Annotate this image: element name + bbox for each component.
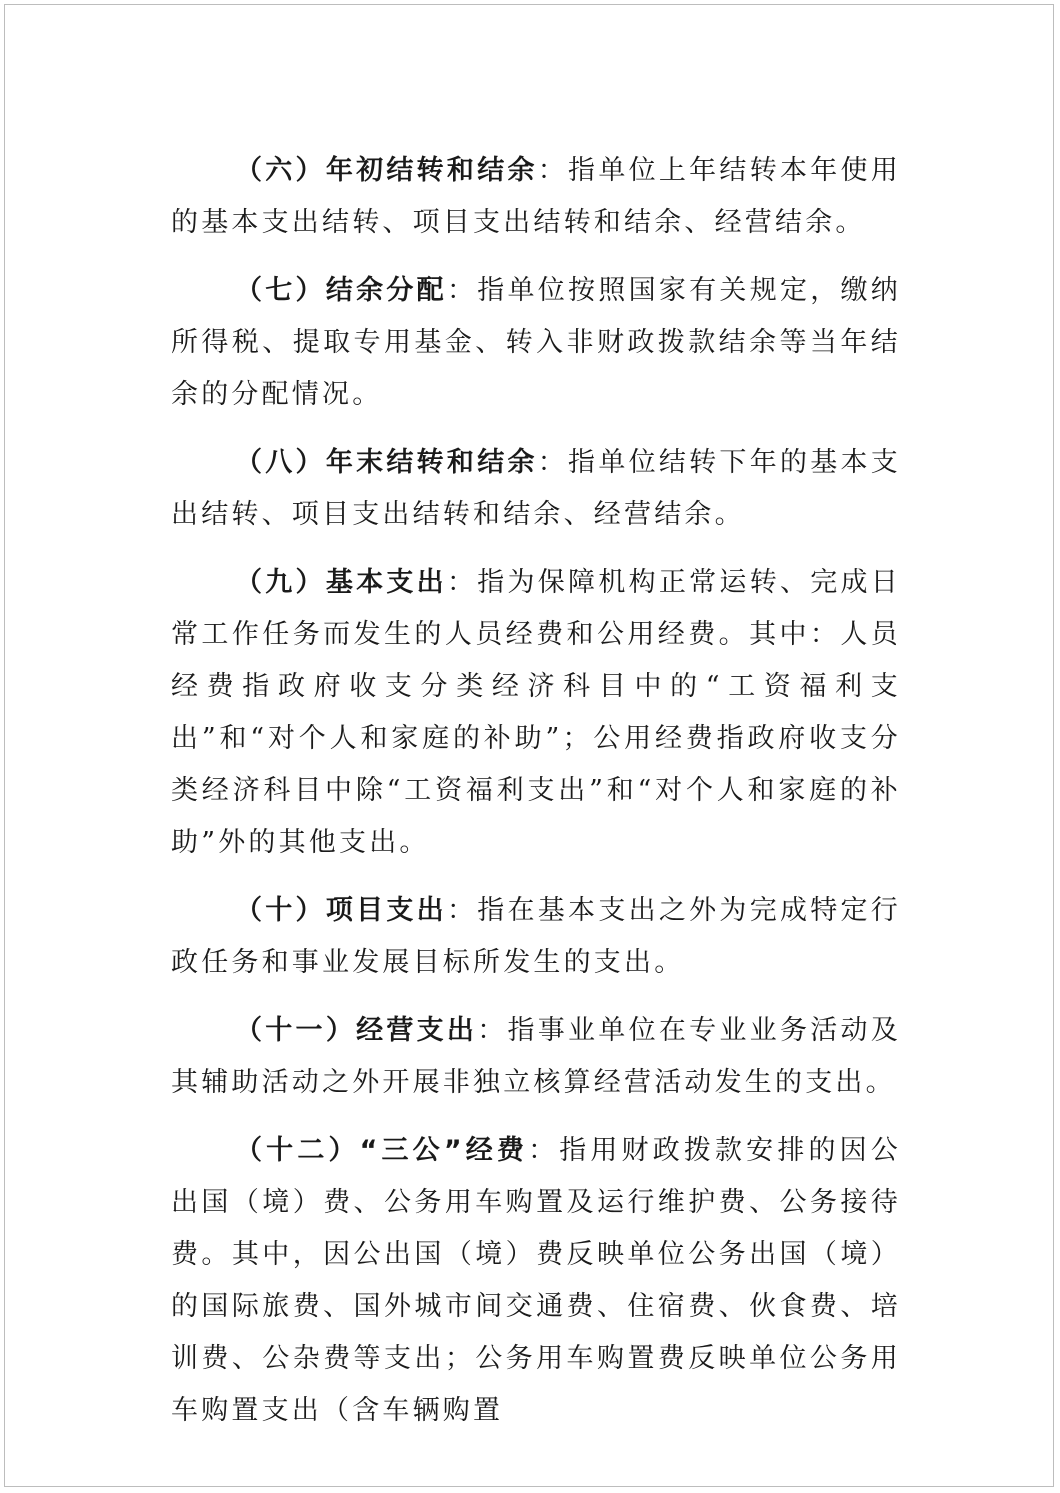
- term-heading: （十二）“三公”经费: [235, 1135, 529, 1166]
- term-heading: （十一）经营支出: [235, 1015, 478, 1046]
- paragraph-9: [171, 557, 901, 869]
- term-heading: （七）结余分配: [235, 275, 447, 306]
- term-definition: ：指单位上年结转本年使用的基本支出结转、项目支出结转和结余、经营结余。: [171, 155, 901, 238]
- document-body: [171, 145, 901, 1453]
- paragraph-10: [171, 885, 901, 989]
- term-definition: ：指用财政拨款安排的因公出国（境）费、公务用车购置及运行维护费、公务接待费。其中，因公出国（境）费反映单位公务出国（境）的国际旅费、国外城市间交通费、住宿费、伙食费、培训费、公杂费等支出；公务用车购置费反映单位公务用车购置支出（含车辆购置: [171, 1135, 901, 1426]
- term-definition: ：指在基本支出之外为完成特定行政任务和事业发展目标所发生的支出。: [171, 895, 901, 978]
- document-page: [4, 4, 1054, 1487]
- term-heading: （九）基本支出: [235, 567, 447, 598]
- term-heading: （十）项目支出: [235, 895, 447, 926]
- term-definition: ：指单位结转下年的基本支出结转、项目支出结转和结余、经营结余。: [171, 447, 901, 530]
- paragraph-8: [171, 437, 901, 541]
- term-definition: ：指事业单位在专业业务活动及其辅助活动之外开展非独立核算经营活动发生的支出。: [171, 1015, 901, 1098]
- term-definition: ：指为保障机构正常运转、完成日常工作任务而发生的人员经费和公用经费。其中：人员经费指政府收支分类经济科目中的“工资福利支出”和“对个人和家庭的补助”；公用经费指政府收支分类经济科目中除“工资福利支出”和“对个人和家庭的补助”外的其他支出。: [171, 567, 901, 858]
- term-definition: ：指单位按照国家有关规定，缴纳所得税、提取专用基金、转入非财政拨款结余等当年结余的分配情况。: [171, 275, 901, 410]
- paragraph-7: [171, 265, 901, 421]
- paragraph-12: [171, 1125, 901, 1437]
- term-heading: （六）年初结转和结余: [235, 155, 538, 186]
- term-heading: （八）年末结转和结余: [235, 447, 538, 478]
- paragraph-11: [171, 1005, 901, 1109]
- paragraph-6: [171, 145, 901, 249]
